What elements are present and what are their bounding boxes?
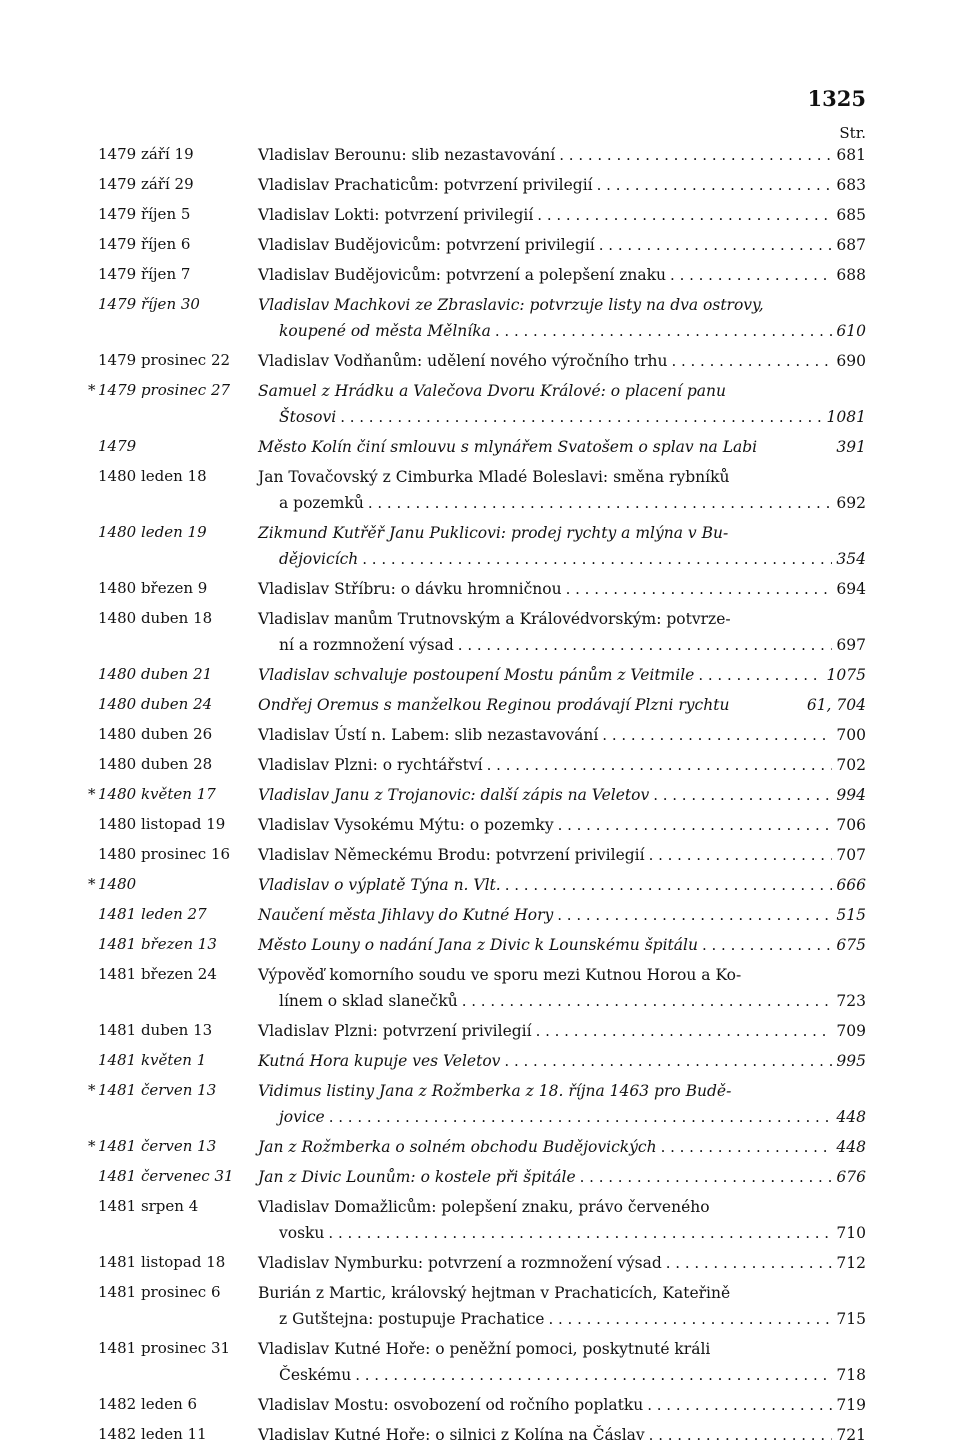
entry-final-line — [258, 546, 866, 572]
entry-body — [258, 232, 866, 258]
entry-date — [98, 145, 258, 163]
entry-final-line — [258, 752, 866, 778]
entry-page-number: 709 — [836, 1022, 866, 1040]
entry-final-line — [258, 932, 866, 958]
entry-date — [88, 785, 258, 803]
dot-leader — [462, 988, 832, 1014]
entry-title: Vladislav Kutné Hoře: o silnici z Kolína na Čáslav — [258, 1426, 645, 1444]
index-entry — [0, 202, 960, 228]
entry-date-text: 1480 listopad 19 — [98, 815, 226, 833]
entry-final-line — [258, 1018, 866, 1044]
entry-body — [258, 172, 866, 198]
entry-body — [258, 1280, 866, 1332]
entry-date — [98, 1021, 258, 1039]
entry-date — [98, 1253, 258, 1271]
entry-title: koupené od města Mělníka — [279, 322, 491, 340]
entry-body — [258, 662, 866, 688]
dot-leader — [597, 172, 832, 198]
entry-page-number: 61, 704 — [806, 696, 866, 714]
entry-title: Město Louny o nadání Jana z Divic k Lounskému špitálu — [258, 936, 698, 954]
dot-leader — [355, 1362, 832, 1388]
entry-body — [258, 1194, 866, 1246]
entry-title: Vladislav Německému Brodu: potvrzení privilegií — [258, 846, 645, 864]
entry-title: Štosovi — [279, 408, 337, 426]
index-entry — [0, 606, 960, 658]
entry-title: a pozemků — [279, 494, 364, 512]
entry-title: Vladislav Plzni: o rychtářství — [258, 756, 483, 774]
entry-final-line — [258, 1392, 866, 1418]
entry-star-marker: * — [88, 785, 96, 803]
entry-page-number: 994 — [836, 786, 866, 804]
entry-date — [98, 265, 258, 283]
entry-date-text: 1479 prosinec 22 — [98, 351, 231, 369]
entry-body — [258, 1336, 866, 1388]
entry-title: ní a rozmnožení výsad — [279, 636, 454, 654]
entry-title: Vladislav Budějovicům: potvrzení privilegií — [258, 236, 595, 254]
entry-title: Město Kolín činí smlouvu s mlynářem Svatošem o splav na Labi — [258, 438, 758, 456]
index-entry — [0, 1336, 960, 1388]
entry-date — [98, 1197, 258, 1215]
entry-page-number: 712 — [836, 1254, 866, 1272]
entry-page-number: 683 — [836, 176, 866, 194]
dot-leader — [602, 722, 832, 748]
index-entry — [0, 348, 960, 374]
entry-title: Vladislav Prachaticům: potvrzení privilegií — [258, 176, 593, 194]
dot-leader — [328, 1220, 832, 1246]
entry-final-line — [258, 1104, 866, 1130]
entry-final-line — [258, 490, 866, 516]
entry-final-line — [258, 232, 866, 258]
entry-page-number: 610 — [836, 322, 866, 340]
entry-body — [258, 576, 866, 602]
index-entry — [0, 812, 960, 838]
index-entry — [0, 782, 960, 808]
index-entry — [0, 262, 960, 288]
entry-date-text: 1481 březen 24 — [98, 965, 217, 983]
entry-date-text: 1480 květen 17 — [98, 785, 216, 803]
entry-final-line — [258, 434, 866, 460]
entry-text-line: Vladislav Machkovi ze Zbraslavic: potvrzuje listy na dva ostrovy, — [258, 296, 764, 314]
index-entry — [0, 434, 960, 460]
entry-date-text: 1481 listopad 18 — [98, 1253, 226, 1271]
index-entry — [0, 292, 960, 344]
entry-body — [258, 872, 866, 898]
entry-date — [98, 351, 258, 369]
entry-page-number: 706 — [836, 816, 866, 834]
entry-body — [258, 962, 866, 1014]
entry-page-number: 391 — [836, 438, 866, 456]
entry-title: línem o sklad slanečků — [279, 992, 458, 1010]
entry-body — [258, 520, 866, 572]
entry-final-line — [258, 902, 866, 928]
dot-leader — [537, 202, 832, 228]
entry-final-line — [258, 1164, 866, 1190]
entry-date — [98, 815, 258, 833]
entry-body — [258, 902, 866, 928]
entry-date-text: 1480 leden 18 — [98, 467, 207, 485]
entry-title: z Gutštejna: postupuje Prachatice — [279, 1310, 545, 1328]
dot-leader — [698, 662, 822, 688]
entry-body — [258, 1392, 866, 1418]
dot-leader — [495, 318, 832, 344]
entry-date — [98, 1167, 258, 1185]
entry-title: Vladislav Plzni: potvrzení privilegií — [258, 1022, 532, 1040]
entry-text-line: Burián z Martic, královský hejtman v Prachaticích, Kateřině — [258, 1284, 731, 1302]
entry-page-number: 697 — [836, 636, 866, 654]
entry-date-text: 1482 leden 6 — [98, 1395, 198, 1413]
entry-date — [88, 1081, 258, 1099]
dot-leader — [329, 1104, 832, 1130]
entry-final-line — [258, 692, 866, 718]
entry-final-line — [258, 318, 866, 344]
entry-date-text: 1480 březen 9 — [98, 579, 208, 597]
entry-body — [258, 1250, 866, 1276]
entry-final-line — [258, 722, 866, 748]
index-entry — [0, 464, 960, 516]
entry-final-line — [258, 988, 866, 1014]
entry-page-number: 666 — [836, 876, 866, 894]
entry-title: Vladislav Nymburku: potvrzení a rozmnožení výsad — [258, 1254, 662, 1272]
entry-star-marker: * — [88, 1081, 96, 1099]
entry-date — [88, 381, 258, 399]
entry-date — [98, 437, 258, 455]
entry-date-text: 1480 duben 18 — [98, 609, 213, 627]
entry-title: Vladislav Mostu: osvobození od ročního poplatku — [258, 1396, 644, 1414]
entry-date — [98, 695, 258, 713]
entry-title: Vladislav Stříbru: o dávku hromničnou — [258, 580, 562, 598]
entry-date-text: 1479 — [98, 437, 137, 455]
entry-page-number: 710 — [836, 1224, 866, 1242]
entry-date — [98, 845, 258, 863]
dot-leader — [458, 632, 832, 658]
entry-date — [88, 875, 258, 893]
entry-body — [258, 262, 866, 288]
entry-final-line — [258, 262, 866, 288]
entry-title: Vladislav Ústí n. Labem: slib nezastavování — [258, 726, 599, 744]
entry-date — [98, 1395, 258, 1413]
entry-date-text: 1480 duben 28 — [98, 755, 213, 773]
index-entry — [0, 142, 960, 168]
entry-title: Vladislav Janu z Trojanovic: další zápis na Veletov — [258, 786, 650, 804]
entry-body — [258, 812, 866, 838]
entry-star-marker: * — [88, 1137, 96, 1155]
entry-date — [98, 609, 258, 627]
dot-leader — [649, 842, 832, 868]
entry-page-number: 675 — [836, 936, 866, 954]
entry-final-line — [258, 872, 866, 898]
entry-body — [258, 1078, 866, 1130]
entry-page-number: 1075 — [826, 666, 866, 684]
entry-date — [98, 523, 258, 541]
entry-title: Vladislav Vysokému Mýtu: o pozemky — [258, 816, 554, 834]
entry-date — [98, 1051, 258, 1069]
page-number: 1325 — [807, 86, 866, 111]
entry-body — [258, 202, 866, 228]
entry-final-line — [258, 348, 866, 374]
entry-title: jovice — [279, 1108, 325, 1126]
entry-final-line — [258, 1048, 866, 1074]
entry-date — [98, 905, 258, 923]
entry-date-text: 1479 říjen 7 — [98, 265, 191, 283]
index-entry — [0, 520, 960, 572]
entry-final-line — [258, 1134, 866, 1160]
entry-date — [98, 205, 258, 223]
entry-page-number: 718 — [836, 1366, 866, 1384]
index-entry — [0, 1250, 960, 1276]
entry-page-number: 515 — [836, 906, 866, 924]
entry-final-line — [258, 632, 866, 658]
index-entry — [0, 378, 960, 430]
entry-page-number: 700 — [836, 726, 866, 744]
entry-page-number: 448 — [836, 1108, 866, 1126]
entry-date — [98, 295, 258, 313]
entry-page-number: 723 — [836, 992, 866, 1010]
entry-title: Vladislav Budějovicům: potvrzení a polepšení znaku — [258, 266, 667, 284]
dot-leader — [580, 1164, 832, 1190]
entry-date — [98, 467, 258, 485]
index-entry — [0, 1392, 960, 1418]
entry-body — [258, 932, 866, 958]
entry-date-text: 1480 — [98, 875, 137, 893]
dot-leader — [670, 262, 832, 288]
entry-body — [258, 142, 866, 168]
dot-leader — [599, 232, 832, 258]
dot-leader — [653, 782, 832, 808]
dot-leader — [647, 1392, 832, 1418]
entry-page-number: 707 — [836, 846, 866, 864]
entry-body — [258, 782, 866, 808]
dot-leader — [548, 1306, 832, 1332]
dot-leader — [702, 932, 832, 958]
entry-title: Vladislav Lokti: potvrzení privilegií — [258, 206, 534, 224]
entry-title: Vladislav Vodňanům: udělení nového výročního trhu — [258, 352, 668, 370]
entry-title: Ondřej Oremus s manželkou Reginou prodávají Plzni rychtu — [258, 696, 730, 714]
index-entry — [0, 752, 960, 778]
index-entry — [0, 1018, 960, 1044]
entry-text-line: Jan Tovačovský z Cimburka Mladé Boleslavi: směna rybníků — [258, 468, 730, 486]
entry-page-number: 995 — [836, 1052, 866, 1070]
entry-title: vosku — [279, 1224, 325, 1242]
entry-date-text: 1481 květen 1 — [98, 1051, 207, 1069]
entry-body — [258, 1018, 866, 1044]
entry-date-text: 1480 leden 19 — [98, 523, 207, 541]
entry-page-number: 715 — [836, 1310, 866, 1328]
entry-final-line — [258, 782, 866, 808]
entry-final-line — [258, 576, 866, 602]
dot-leader — [340, 404, 822, 430]
entry-body — [258, 464, 866, 516]
entry-final-line — [258, 142, 866, 168]
entry-final-line — [258, 172, 866, 198]
entry-final-line — [258, 1362, 866, 1388]
entry-page-number: 685 — [836, 206, 866, 224]
entry-date — [98, 1339, 258, 1357]
entry-date-text: 1479 prosinec 27 — [98, 381, 231, 399]
entry-title: Jan z Rožmberka o solném obchodu Budějovických — [258, 1138, 657, 1156]
entry-final-line — [258, 404, 866, 430]
entry-text-line: Samuel z Hrádku a Valečova Dvoru Králové: o placení panu — [258, 382, 726, 400]
entry-page-number: 694 — [836, 580, 866, 598]
entry-final-line — [258, 662, 866, 688]
index-entry — [0, 962, 960, 1014]
entry-title: Jan z Divic Lounům: o kostele při špitále — [258, 1168, 576, 1186]
entry-date — [98, 935, 258, 953]
entry-final-line — [258, 1422, 866, 1448]
entry-body — [258, 434, 866, 460]
dot-leader — [558, 812, 832, 838]
entry-text-line: Zikmund Kutřěř Janu Puklicovi: prodej rychty a mlýna v Bu- — [258, 524, 729, 542]
entry-date — [98, 175, 258, 193]
entry-title: Kutná Hora kupuje ves Veletov — [258, 1052, 501, 1070]
entry-page-number: 719 — [836, 1396, 866, 1414]
entry-title: Vladislav Berounu: slib nezastavování — [258, 146, 556, 164]
entry-page-number: 1081 — [826, 408, 866, 426]
index-entry — [0, 1048, 960, 1074]
entry-date-text: 1480 duben 21 — [98, 665, 213, 683]
entry-final-line — [258, 1220, 866, 1246]
dot-leader — [557, 902, 832, 928]
entry-date-text: 1481 prosinec 31 — [98, 1339, 231, 1357]
dot-leader — [566, 576, 832, 602]
index-entry — [0, 1194, 960, 1246]
entry-body — [258, 692, 866, 718]
entry-final-line — [258, 842, 866, 868]
entry-date-text: 1481 srpen 4 — [98, 1197, 199, 1215]
entry-body — [258, 378, 866, 430]
page-column-header: Str. — [839, 124, 866, 142]
entry-date — [98, 725, 258, 743]
dot-leader — [559, 142, 832, 168]
entry-date-text: 1482 leden 11 — [98, 1425, 207, 1443]
index-entry — [0, 902, 960, 928]
dot-leader — [666, 1250, 832, 1276]
index-entry — [0, 662, 960, 688]
entry-date-text: 1481 červen 13 — [98, 1137, 217, 1155]
entry-text-line: Vidimus listiny Jana z Rožmberka z 18. října 1463 pro Budě- — [258, 1082, 732, 1100]
dot-leader — [487, 752, 832, 778]
entry-title: Vladislav schvaluje postoupení Mostu pánům z Veitmile — [258, 666, 695, 684]
entry-page-number: 692 — [836, 494, 866, 512]
index-entry — [0, 1134, 960, 1160]
entry-page-number: 354 — [836, 550, 866, 568]
dot-leader — [661, 1134, 832, 1160]
entry-page-number: 681 — [836, 146, 866, 164]
entry-date — [88, 1137, 258, 1155]
entry-star-marker: * — [88, 875, 96, 893]
index-entry — [0, 172, 960, 198]
entry-title: Naučení města Jihlavy do Kutné Hory — [258, 906, 554, 924]
dot-leader — [504, 1048, 832, 1074]
entry-date — [98, 1425, 258, 1443]
entry-title: dějovicích — [279, 550, 359, 568]
entry-date — [98, 665, 258, 683]
entry-body — [258, 292, 866, 344]
entry-page-number: 690 — [836, 352, 866, 370]
entry-date-text: 1481 prosinec 6 — [98, 1283, 221, 1301]
index-entry — [0, 722, 960, 748]
entry-title: Českému — [279, 1366, 352, 1384]
index-entry — [0, 872, 960, 898]
entry-date-text: 1479 říjen 5 — [98, 205, 191, 223]
entry-date-text: 1479 září 19 — [98, 145, 194, 163]
dot-leader — [671, 348, 832, 374]
entry-date — [98, 579, 258, 597]
index-entry — [0, 932, 960, 958]
entry-final-line — [258, 1306, 866, 1332]
index-entry — [0, 842, 960, 868]
dot-leader — [649, 1422, 832, 1448]
entry-date-text: 1480 duben 24 — [98, 695, 213, 713]
entry-body — [258, 722, 866, 748]
entry-body — [258, 1422, 866, 1448]
entry-text-line: Vladislav manům Trutnovským a Královédvorským: potvrze- — [258, 610, 731, 628]
entry-date-text: 1480 prosinec 16 — [98, 845, 231, 863]
index-entry — [0, 1422, 960, 1448]
entry-date-text: 1481 březen 13 — [98, 935, 217, 953]
entry-date — [98, 1283, 258, 1301]
entry-date-text: 1481 červenec 31 — [98, 1167, 234, 1185]
entry-date-text: 1481 duben 13 — [98, 1021, 213, 1039]
index-entry — [0, 232, 960, 258]
entry-page-number: 448 — [836, 1138, 866, 1156]
entry-date — [98, 965, 258, 983]
entry-body — [258, 1134, 866, 1160]
entry-body — [258, 348, 866, 374]
index-entry — [0, 692, 960, 718]
entry-final-line — [258, 202, 866, 228]
entry-body — [258, 1164, 866, 1190]
entry-date-text: 1479 říjen 30 — [98, 295, 200, 313]
entry-title: Vladislav o výplatě Týna n. Vlt. — [258, 876, 501, 894]
entry-page-number: 702 — [836, 756, 866, 774]
dot-leader — [362, 546, 832, 572]
entry-date-text: 1481 leden 27 — [98, 905, 207, 923]
dot-leader — [368, 490, 832, 516]
entry-date-text: 1479 říjen 6 — [98, 235, 191, 253]
entry-page-number: 721 — [836, 1426, 866, 1444]
entry-page-number: 676 — [836, 1168, 866, 1186]
entry-text-line: Výpověď komorního soudu ve sporu mezi Kutnou Horou a Ko- — [258, 966, 742, 984]
index-entries — [0, 142, 960, 1452]
index-entry — [0, 1078, 960, 1130]
index-entry — [0, 1164, 960, 1190]
dot-leader — [536, 1018, 832, 1044]
entry-text-line: Vladislav Kutné Hoře: o peněžní pomoci, poskytnuté králi — [258, 1340, 711, 1358]
entry-body — [258, 606, 866, 658]
entry-date-text: 1481 červen 13 — [98, 1081, 217, 1099]
entry-body — [258, 842, 866, 868]
entry-final-line — [258, 812, 866, 838]
entry-page-number: 688 — [836, 266, 866, 284]
entry-date — [98, 755, 258, 773]
entry-body — [258, 1048, 866, 1074]
entry-final-line — [258, 1250, 866, 1276]
entry-star-marker: * — [88, 381, 96, 399]
index-entry — [0, 1280, 960, 1332]
entry-page-number: 687 — [836, 236, 866, 254]
entry-date — [98, 235, 258, 253]
entry-date-text: 1480 duben 26 — [98, 725, 213, 743]
entry-body — [258, 752, 866, 778]
index-entry — [0, 576, 960, 602]
entry-date-text: 1479 září 29 — [98, 175, 194, 193]
dot-leader — [505, 872, 832, 898]
entry-text-line: Vladislav Domažlicům: polepšení znaku, právo červeného — [258, 1198, 710, 1216]
